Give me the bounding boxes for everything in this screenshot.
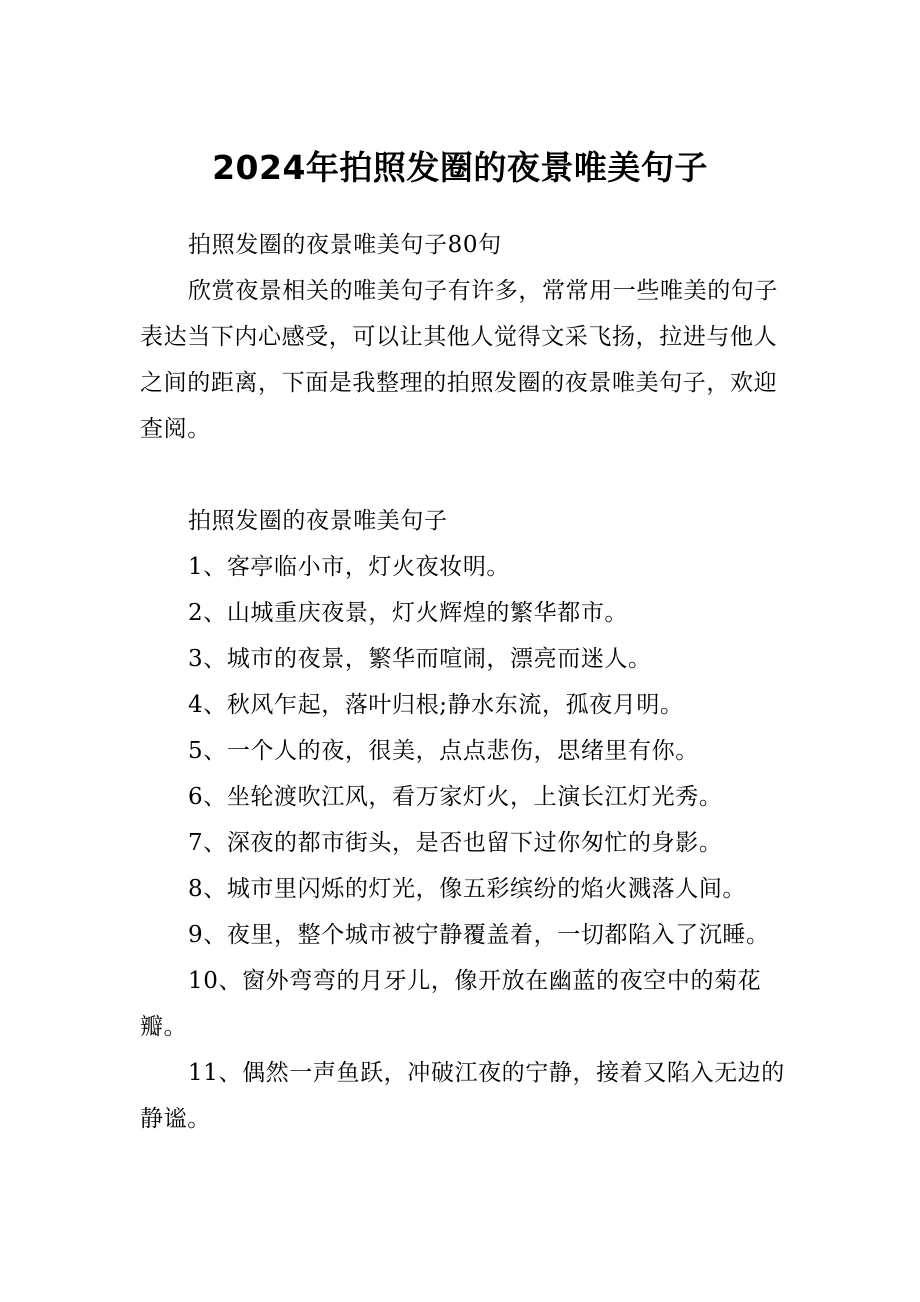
sentence-item: 1、客亭临小市，灯火夜妆明。 <box>188 554 511 580</box>
sentence-item: 7、深夜的都市街头，是否也留下过你匆忙的身影。 <box>188 830 723 856</box>
intro-paragraph: 欣赏夜景相关的唯美句子有许多，常常用一些唯美的句子表达当下内心感受，可以让其他人觉得文采飞扬，拉进与他人之间的距离，下面是我整理的拍照发圈的夜景唯美句子，欢迎查阅。 <box>140 278 778 442</box>
sentence-item: 10、窗外弯弯的月牙儿，像开放在幽蓝的夜空中的菊花瓣。 <box>140 968 762 1040</box>
sentence-item: 2、山城重庆夜景，灯火辉煌的繁华都市。 <box>188 600 629 626</box>
sentence-item: 5、一个人的夜，很美，点点悲伤，思绪里有你。 <box>188 738 699 764</box>
paragraph-spacer <box>140 452 790 498</box>
sentence-item: 6、坐轮渡吹江风，看万家灯火，上演长江灯光秀。 <box>188 784 723 810</box>
sentence-item: 4、秋风乍起，落叶归根;静水东流，孤夜月明。 <box>188 692 684 718</box>
sentence-item: 11、偶然一声鱼跃，冲破江夜的宁静，接着又陷入无边的静谧。 <box>140 1060 785 1132</box>
sentence-item: 8、城市里闪烁的灯光，像五彩缤纷的焰火溅落人间。 <box>188 876 747 902</box>
sentence-item: 9、夜里，整个城市被宁静覆盖着，一切都陷入了沉睡。 <box>188 922 770 948</box>
subtitle-paragraph: 拍照发圈的夜景唯美句子80句 <box>188 232 502 258</box>
document-body <box>140 222 790 1142</box>
sentence-item: 3、城市的夜景，繁华而喧闹，漂亮而迷人。 <box>188 646 652 672</box>
document-title: 2024年拍照发圈的夜景唯美句子 <box>212 148 708 187</box>
section-heading: 拍照发圈的夜景唯美句子 <box>188 508 448 534</box>
